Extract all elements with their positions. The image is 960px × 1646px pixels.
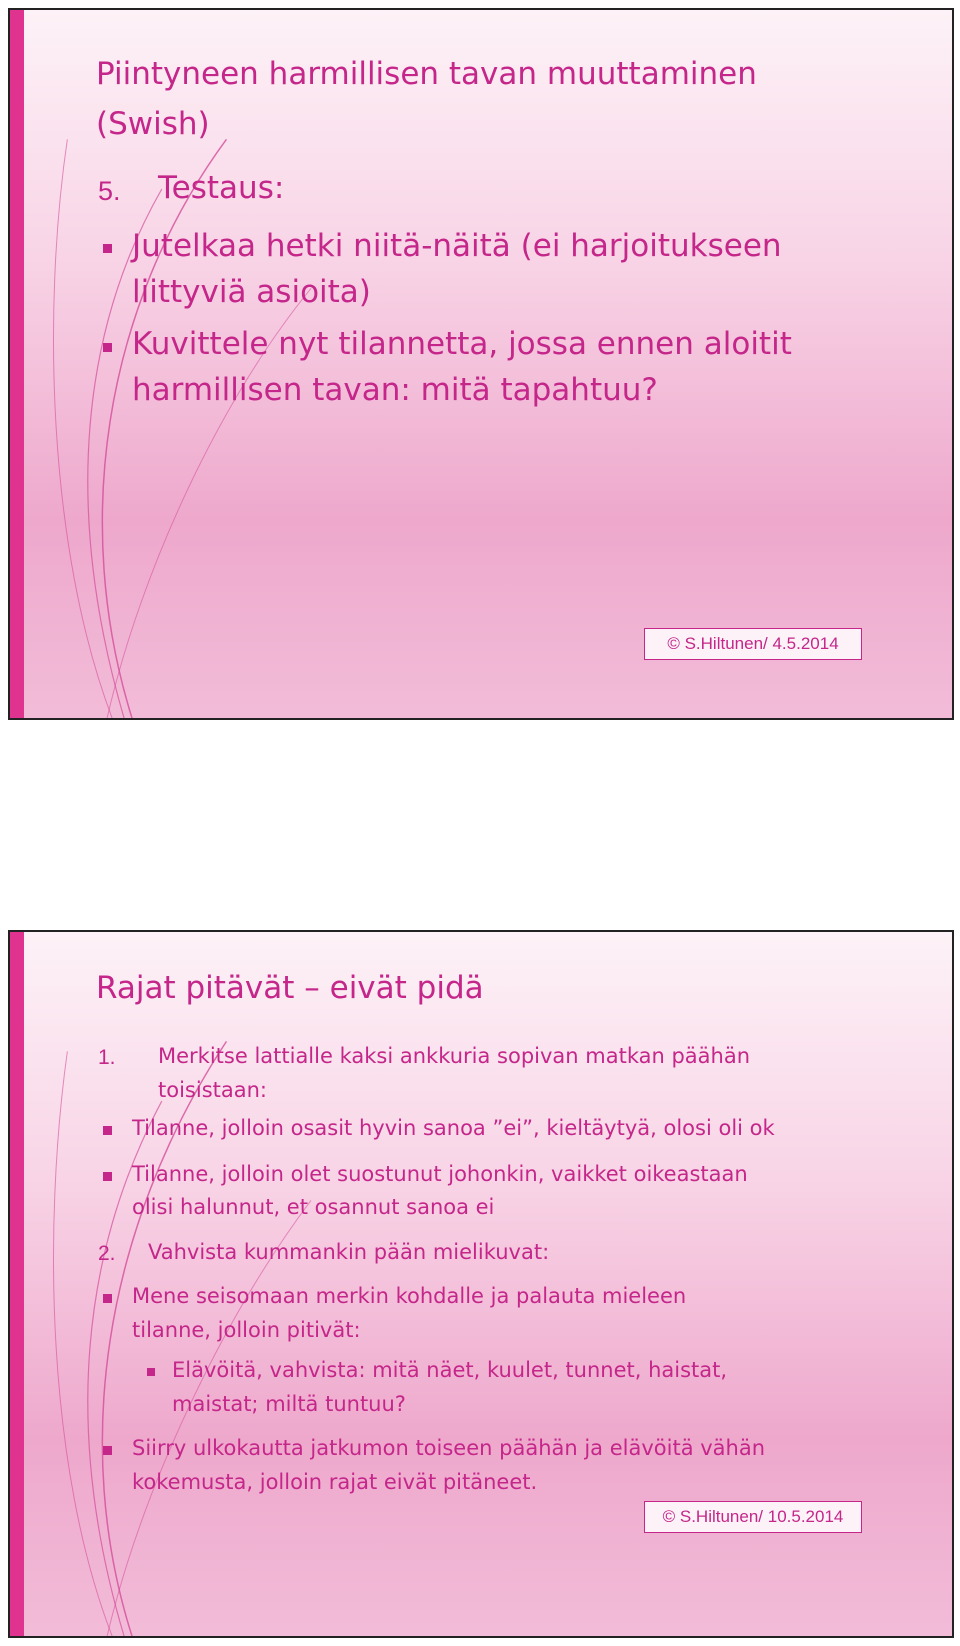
slide2-step2-number: 2. [98,1242,116,1265]
slide-2 [8,930,954,1638]
slide2-step1-line2: toisistaan: [158,1078,267,1102]
slide1-footer-credit: © S.Hiltunen/ 4.5.2014 [644,628,862,660]
slide1-title-line2: (Swish) [96,106,210,142]
bullet-marker [103,343,112,352]
slide1-step-label: Testaus: [158,170,285,206]
sub-bullet-marker [147,1368,155,1376]
slide2-bullet-a2-line2: olisi halunnut, et osannut sanoa ei [132,1195,495,1219]
slide2-footer-credit: © S.Hiltunen/ 10.5.2014 [644,1501,862,1533]
slide1-bullet2-line2: harmillisen tavan: mitä tapahtuu? [132,372,658,408]
bullet-marker [103,244,112,253]
bullet-marker [103,1294,112,1303]
slide2-bullet-a1: Tilanne, jolloin osasit hyvin sanoa ”ei”, kieltäytyä, olosi oli ok [132,1116,775,1140]
bullet-marker [103,1172,112,1181]
slide2-sub-bullet-line1: Elävöitä, vahvista: mitä näet, kuulet, tunnet, haistat, [172,1358,728,1382]
slide2-sub-bullet-line2: maistat; miltä tuntuu? [172,1392,406,1416]
slide2-step2-label: Vahvista kummankin pään mielikuvat: [148,1240,550,1264]
slide1-bullet2-line1: Kuvittele nyt tilannetta, jossa ennen aloitit [132,326,792,362]
slide-accent-stripe [10,932,24,1636]
slide-accent-stripe [10,10,24,718]
slide2-step1-line1: Merkitse lattialle kaksi ankkuria sopivan matkan päähän [158,1044,751,1068]
slide-1 [8,8,954,720]
bullet-marker [103,1446,112,1455]
slide2-bullet-b2-line1: Siirry ulkokautta jatkumon toiseen päähän ja elävöitä vähän [132,1436,766,1460]
slide1-bullet1-line1: Jutelkaa hetki niitä-näitä (ei harjoitukseen [132,228,782,264]
slide1-step-number: 5. [98,176,121,206]
slide2-bullet-b1-line2: tilanne, jolloin pitivät: [132,1318,361,1342]
slide2-bullet-b1-line1: Mene seisomaan merkin kohdalle ja palauta mieleen [132,1284,687,1308]
slide2-title: Rajat pitävät – eivät pidä [96,970,484,1006]
slide2-step1-number: 1. [98,1046,116,1069]
slide2-bullet-a2-line1: Tilanne, jolloin olet suostunut johonkin, vaikket oikeastaan [132,1162,748,1186]
slide1-bullet1-line2: liittyviä asioita) [132,274,371,310]
bullet-marker [103,1126,112,1135]
slide2-bullet-b2-line2: kokemusta, jolloin rajat eivät pitäneet. [132,1470,538,1494]
slide1-title-line1: Piintyneen harmillisen tavan muuttaminen [96,56,757,92]
